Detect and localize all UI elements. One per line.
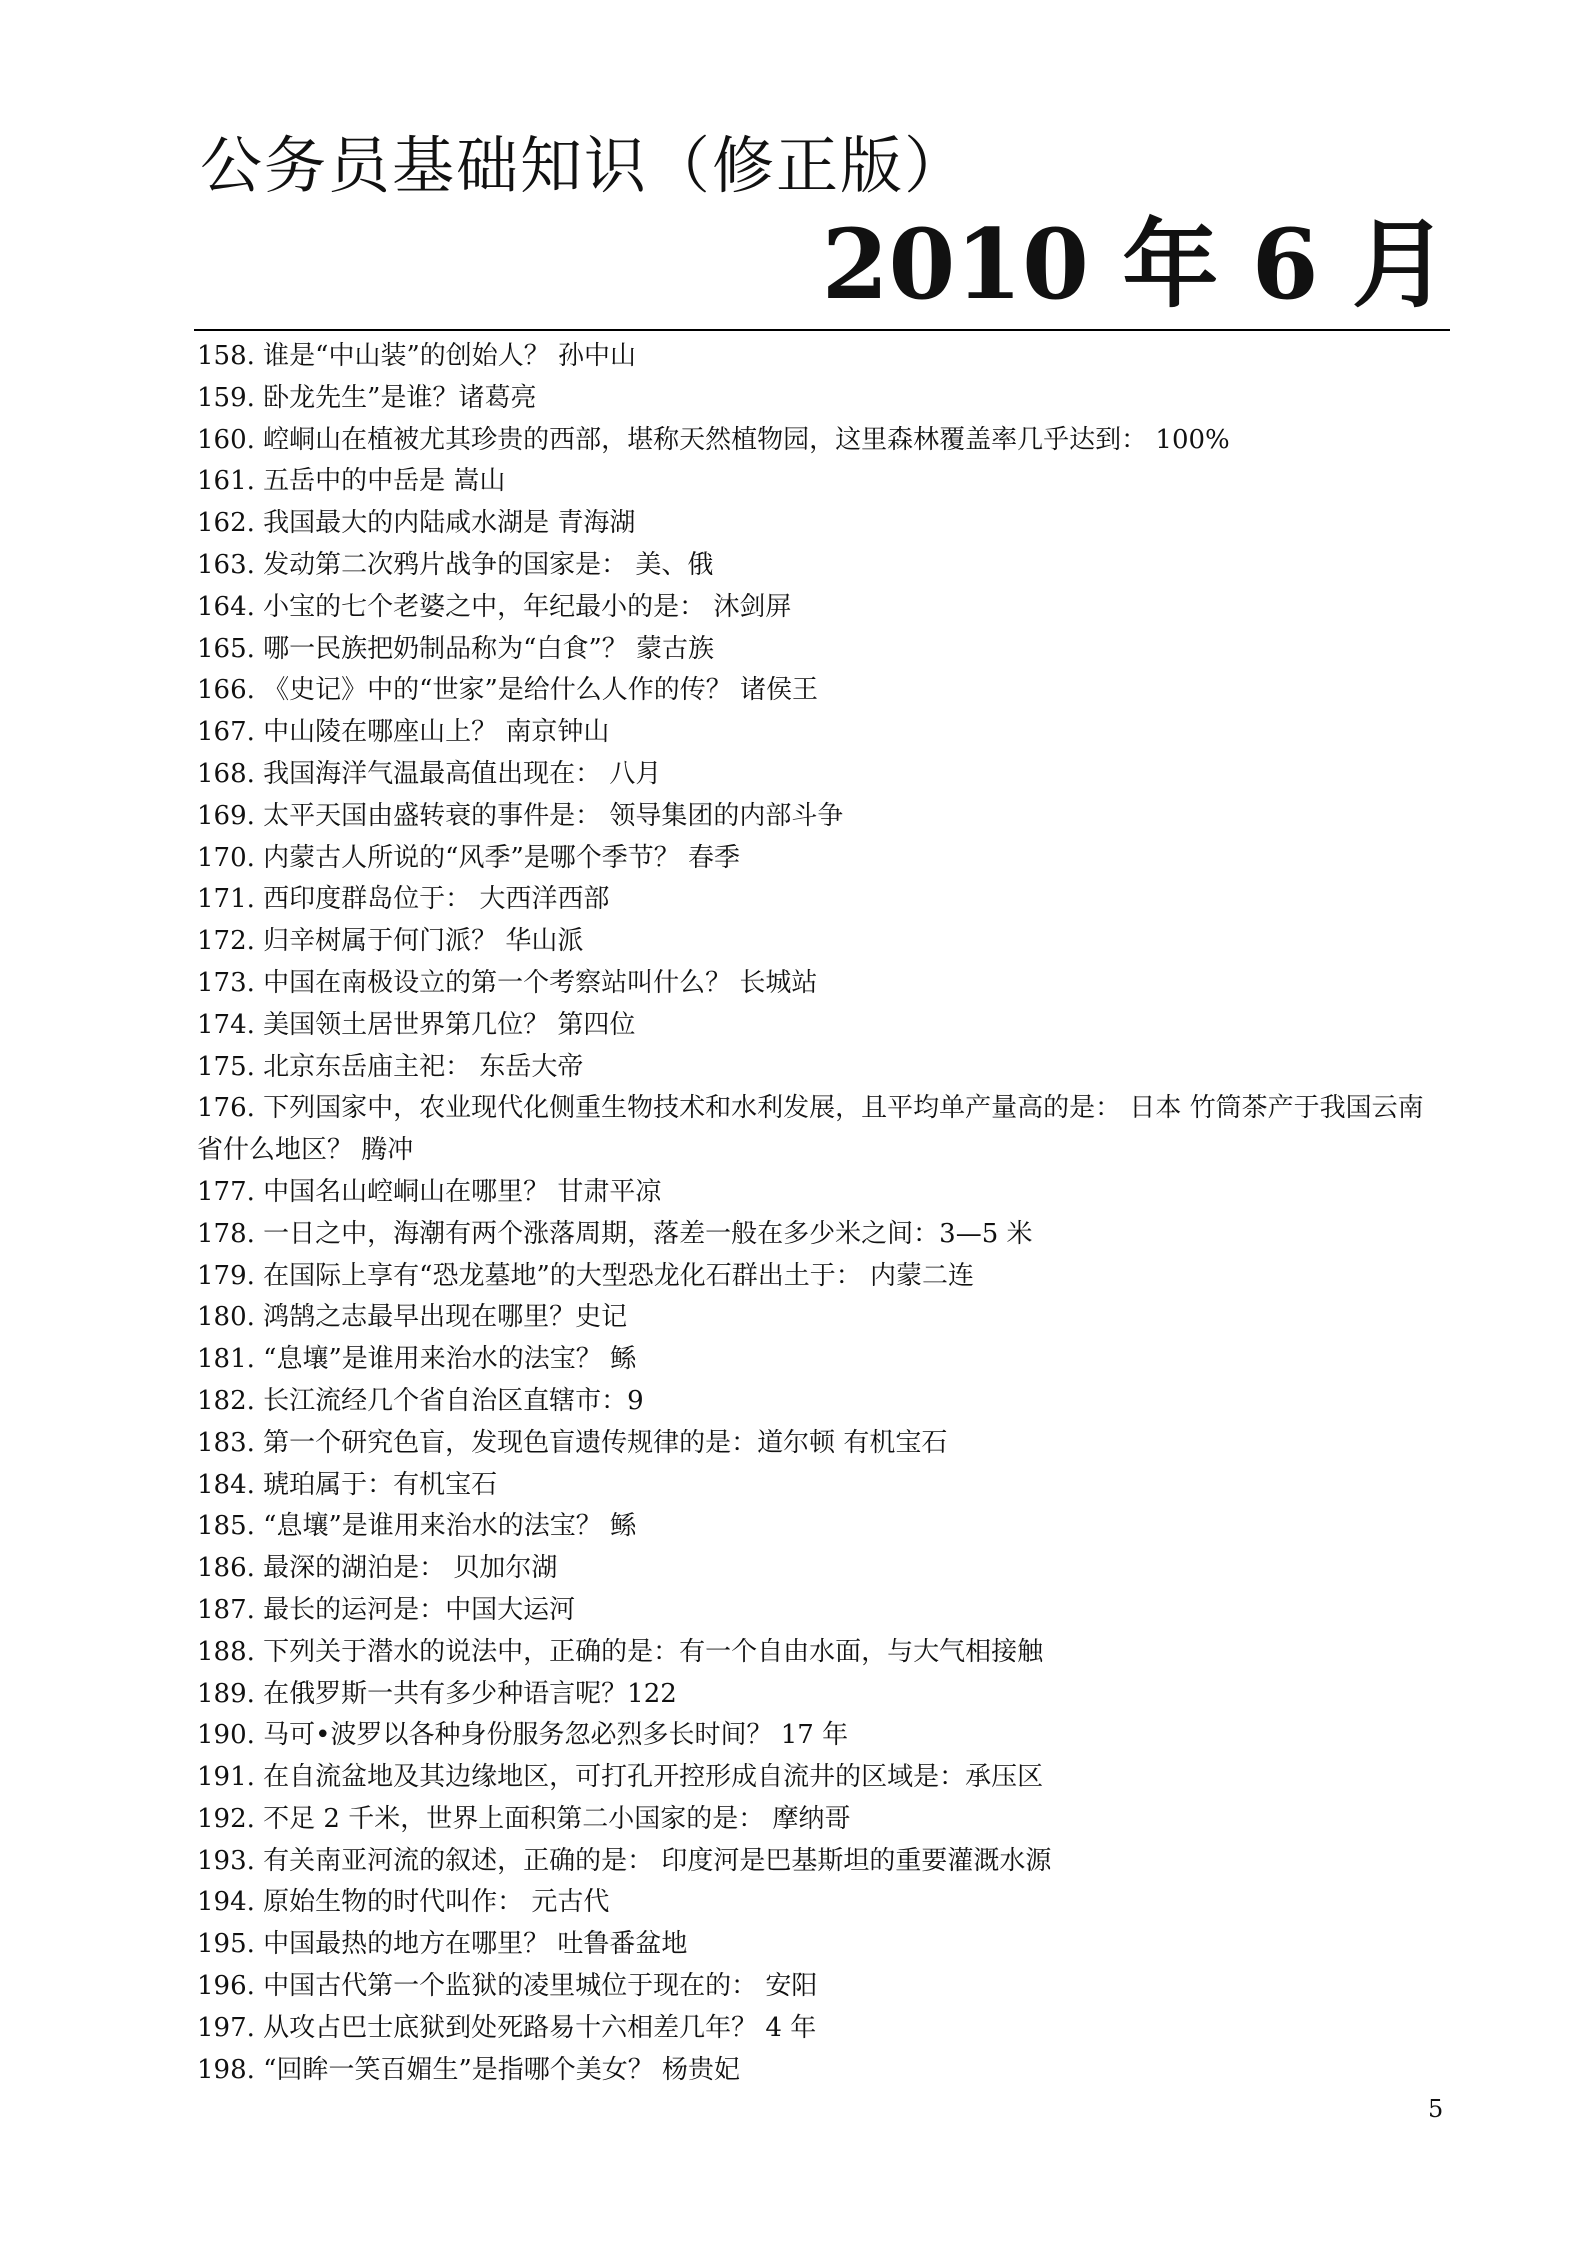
document-title: 公务员基础知识（修正版） — [200, 129, 969, 202]
question-item: 164. 小宝的七个老婆之中，年纪最小的是： 沐剑屏 — [197, 591, 792, 622]
question-item: 195. 中国最热的地方在哪里？ 吐鲁番盆地 — [197, 1929, 688, 1960]
question-item: 190. 马可•波罗以各种身份服务忽必烈多长时间？ 17 年 — [197, 1720, 849, 1751]
question-item: 187. 最长的运河是：中国大运河 — [197, 1594, 576, 1625]
question-item: 167. 中山陵在哪座山上？ 南京钟山 — [197, 717, 610, 748]
question-item: 165. 哪一民族把奶制品称为“白食”？ 蒙古族 — [197, 633, 715, 664]
question-item: 163. 发动第二次鸦片战争的国家是： 美、俄 — [197, 549, 714, 580]
question-item: 166. 《史记》中的“世家”是给什么人作的传？ 诸侯王 — [197, 675, 819, 706]
question-item: 160. 崆峒山在植被尤其珍贵的西部，堪称天然植物园，这里森林覆盖率几乎达到： 100% — [197, 424, 1230, 455]
question-item: 193. 有关南亚河流的叙述，正确的是： 印度河是巴基斯坦的重要灌溉水源 — [197, 1845, 1052, 1876]
question-item: 191. 在自流盆地及其边缘地区，可打孔开控形成自流井的区域是：承压区 — [197, 1762, 1044, 1793]
question-item: 173. 中国在南极设立的第一个考察站叫什么？ 长城站 — [197, 967, 818, 998]
question-item: 175. 北京东岳庙主祀： 东岳大帝 — [197, 1051, 584, 1082]
header-divider — [194, 329, 1450, 331]
question-item: 194. 原始生物的时代叫作： 元古代 — [197, 1887, 610, 1918]
question-item: 197. 从攻占巴士底狱到处死路易十六相差几年？ 4 年 — [197, 2012, 817, 2043]
question-item: 178. 一日之中，海潮有两个涨落周期，落差一般在多少米之间：3—5 米 — [197, 1218, 1033, 1249]
question-item: 192. 不足 2 千米，世界上面积第二小国家的是： 摩纳哥 — [197, 1803, 851, 1834]
question-item: 198. “回眸一笑百媚生”是指哪个美女？ 杨贵妃 — [197, 2054, 741, 2085]
question-item: 161. 五岳中的中岳是 嵩山 — [197, 466, 506, 497]
question-item: 170. 内蒙古人所说的“风季”是哪个季节？ 春季 — [197, 842, 741, 873]
document-date: 2010 年 6 月 — [821, 208, 1448, 321]
question-item: 159. 卧龙先生”是谁？诸葛亮 — [197, 382, 537, 413]
question-item: 179. 在国际上享有“恐龙墓地”的大型恐龙化石群出土于： 内蒙二连 — [197, 1260, 975, 1291]
question-item: 189. 在俄罗斯一共有多少种语言呢？122 — [197, 1678, 677, 1709]
question-item: 184. 琥珀属于：有机宝石 — [197, 1469, 498, 1500]
question-list — [197, 336, 1449, 2091]
question-item: 186. 最深的湖泊是： 贝加尔湖 — [197, 1553, 558, 1584]
page-number: 5 — [1428, 2095, 1444, 2123]
question-item: 176. 下列国家中，农业现代化侧重生物技术和水利发展，且平均单产量高的是： 日本 竹筒茶产于我国云南省什么地区？ 腾冲 — [197, 1093, 1424, 1166]
question-item: 181. “息壤”是谁用来治水的法宝？ 鲧 — [197, 1344, 637, 1375]
question-item: 177. 中国名山崆峒山在哪里？ 甘肃平凉 — [197, 1176, 662, 1207]
question-item: 171. 西印度群岛位于： 大西洋西部 — [197, 884, 610, 915]
question-item: 168. 我国海洋气温最高值出现在： 八月 — [197, 758, 662, 789]
question-item: 162. 我国最大的内陆咸水湖是 青海湖 — [197, 508, 636, 539]
question-item: 169. 太平天国由盛转衰的事件是： 领导集团的内部斗争 — [197, 800, 844, 831]
question-item: 183. 第一个研究色盲，发现色盲遗传规律的是：道尔顿 有机宝石 — [197, 1427, 948, 1458]
question-item: 180. 鸿鹄之志最早出现在哪里？史记 — [197, 1302, 628, 1333]
question-item: 196. 中国古代第一个监狱的凌里城位于现在的： 安阳 — [197, 1971, 818, 2002]
question-item: 188. 下列关于潜水的说法中，正确的是：有一个自由水面，与大气相接触 — [197, 1636, 1044, 1667]
question-item: 174. 美国领土居世界第几位？ 第四位 — [197, 1009, 636, 1040]
question-item: 172. 归辛树属于何门派？ 华山派 — [197, 926, 584, 957]
question-item: 182. 长江流经几个省自治区直辖市：9 — [197, 1385, 644, 1416]
question-item: 185. “息壤”是谁用来治水的法宝？ 鲧 — [197, 1511, 637, 1542]
question-item: 158. 谁是“中山装”的创始人？ 孙中山 — [197, 341, 637, 371]
